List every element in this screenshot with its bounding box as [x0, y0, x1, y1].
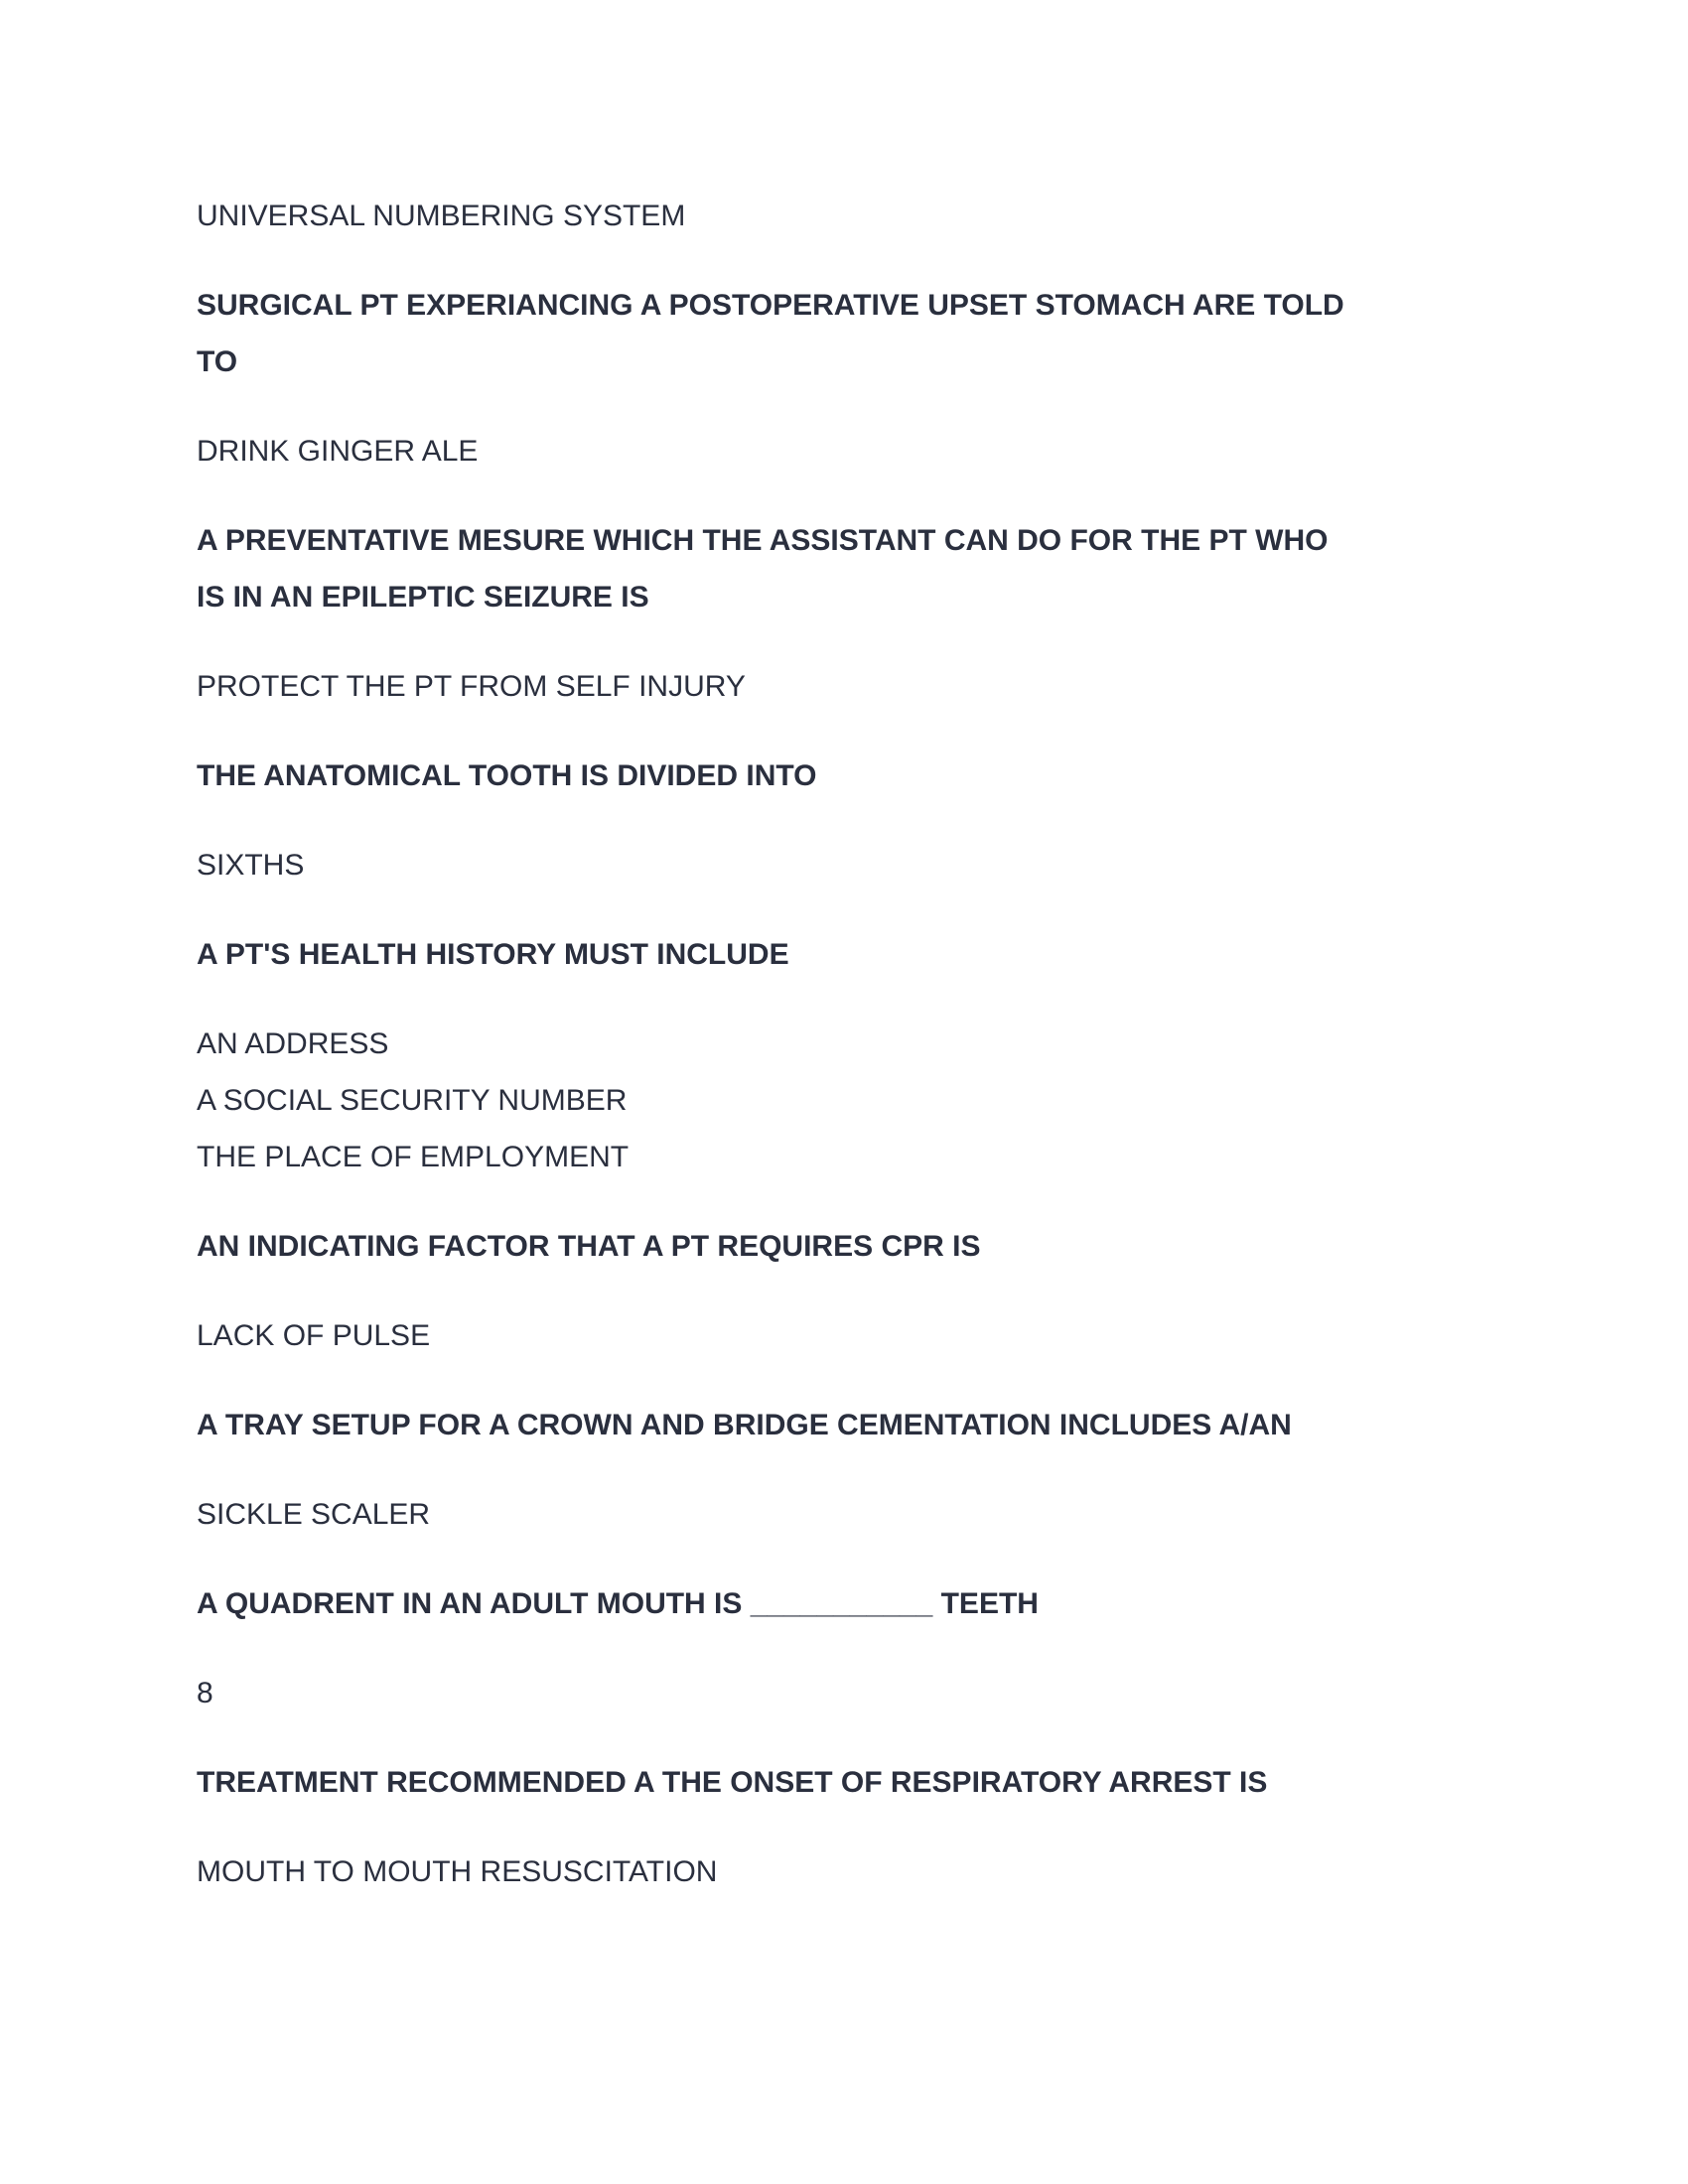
text-line: PROTECT THE PT FROM SELF INJURY — [197, 670, 746, 703]
answer-list — [197, 1016, 1507, 1185]
text-line: TREATMENT RECOMMENDED A THE ONSET OF RESPIRATORY ARREST IS — [197, 1766, 1268, 1799]
text-line: MOUTH TO MOUTH RESUSCITATION — [197, 1855, 718, 1888]
answer-text — [197, 188, 1507, 244]
answer-text — [197, 1665, 1507, 1721]
text-line: A QUADRENT IN AN ADULT MOUTH IS ___________ TEETH — [197, 1587, 1039, 1620]
question-text — [197, 512, 1507, 625]
text-line: DRINK GINGER ALE — [197, 435, 479, 468]
answer-text — [197, 1307, 1507, 1364]
text-line: TO — [197, 345, 238, 378]
question-text — [197, 926, 1507, 983]
text-line: AN ADDRESS — [197, 1027, 389, 1060]
text-line: SICKLE SCALER — [197, 1498, 431, 1531]
text-line: UNIVERSAL NUMBERING SYSTEM — [197, 200, 686, 232]
text-line: 8 — [197, 1677, 213, 1709]
text-line: A TRAY SETUP FOR A CROWN AND BRIDGE CEMENTATION INCLUDES A/AN — [197, 1409, 1292, 1441]
question-text — [197, 1218, 1507, 1275]
answer-text — [197, 837, 1507, 893]
text-line: A PT'S HEALTH HISTORY MUST INCLUDE — [197, 938, 789, 971]
question-text — [197, 1397, 1507, 1453]
question-text — [197, 748, 1507, 804]
answer-text — [197, 423, 1507, 479]
answer-text — [197, 658, 1507, 715]
text-line: AN INDICATING FACTOR THAT A PT REQUIRES CPR IS — [197, 1230, 981, 1263]
text-line: A PREVENTATIVE MESURE WHICH THE ASSISTANT CAN DO FOR THE PT WHO — [197, 524, 1329, 557]
question-text — [197, 1575, 1507, 1632]
text-line: A SOCIAL SECURITY NUMBER — [197, 1084, 628, 1117]
text-line: LACK OF PULSE — [197, 1319, 431, 1352]
answer-text — [197, 1843, 1507, 1900]
text-line: THE PLACE OF EMPLOYMENT — [197, 1141, 630, 1173]
text-line: IS IN AN EPILEPTIC SEIZURE IS — [197, 581, 649, 614]
text-line: SIXTHS — [197, 849, 305, 882]
text-line: THE ANATOMICAL TOOTH IS DIVIDED INTO — [197, 759, 817, 792]
text-line: SURGICAL PT EXPERIANCING A POSTOPERATIVE UPSET STOMACH ARE TOLD — [197, 289, 1344, 322]
document-page — [197, 188, 1507, 1933]
question-text — [197, 277, 1507, 390]
question-text — [197, 1754, 1507, 1811]
answer-text — [197, 1486, 1507, 1543]
